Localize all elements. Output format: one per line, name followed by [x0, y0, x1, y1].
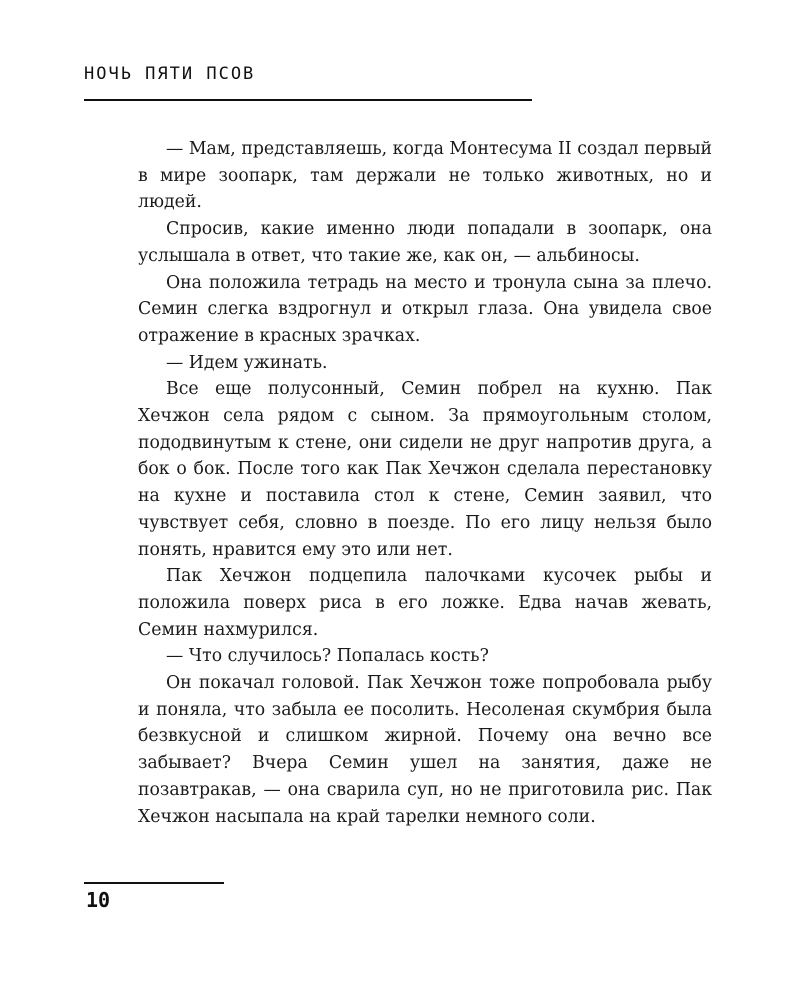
paragraph: Все еще полусонный, Семин побрел на кухню. Пак Хечжон села рядом с сыном. За прямоугольным столом, пододвинутым к стене, они сидели не друг напротив друга, а бок о бок. После того как Пак Хечжон сделала перестановку на кухне и поставила стол к стене, Семин заявил, что чувствует себя, словно в поезде. По его лицу нельзя было понять, нравится ему это или нет.: [138, 379, 712, 560]
paragraph: — Что случилось? Попалась кость?: [166, 646, 489, 667]
paragraph: Пак Хечжон подцепила палочками кусочек рыбы и положила поверх риса в его ложке. Едва начав жевать, Семин нахмурился.: [138, 566, 712, 640]
paragraph: Он покачал головой. Пак Хечжон тоже попробовала рыбу и поняла, что забыла ее посолить. Несоленая скумбрия была безвкусной и слишком жирной. Почему она вечно все забывает? Вчера Семин ушел на занятия, даже не позавтракав, — она сварила суп, но не приготовила рис. Пак Хечжон насыпала на край тарелки немного соли.: [138, 673, 712, 827]
paragraph: Спросив, какие именно люди попадали в зоопарк, она услышала в ответ, что такие же, как он, — альбиносы.: [138, 219, 712, 266]
page-number: 10: [86, 888, 111, 912]
paragraph: — Мам, представляешь, когда Монтесума II создал первый в мире зоопарк, там держали не только животных, но и людей.: [138, 139, 712, 213]
paragraph: Она положила тетрадь на место и тронула сына за плечо. Семин слегка вздрогнул и открыл глаза. Она увидела свое отражение в красных зрачках.: [138, 272, 712, 346]
running-title: НОЧЬ ПЯТИ ПСОВ: [84, 64, 256, 84]
footer-divider: [84, 882, 224, 884]
header-divider: [84, 99, 532, 101]
body-text: [138, 136, 712, 830]
paragraph: — Идем ужинать.: [166, 352, 328, 373]
